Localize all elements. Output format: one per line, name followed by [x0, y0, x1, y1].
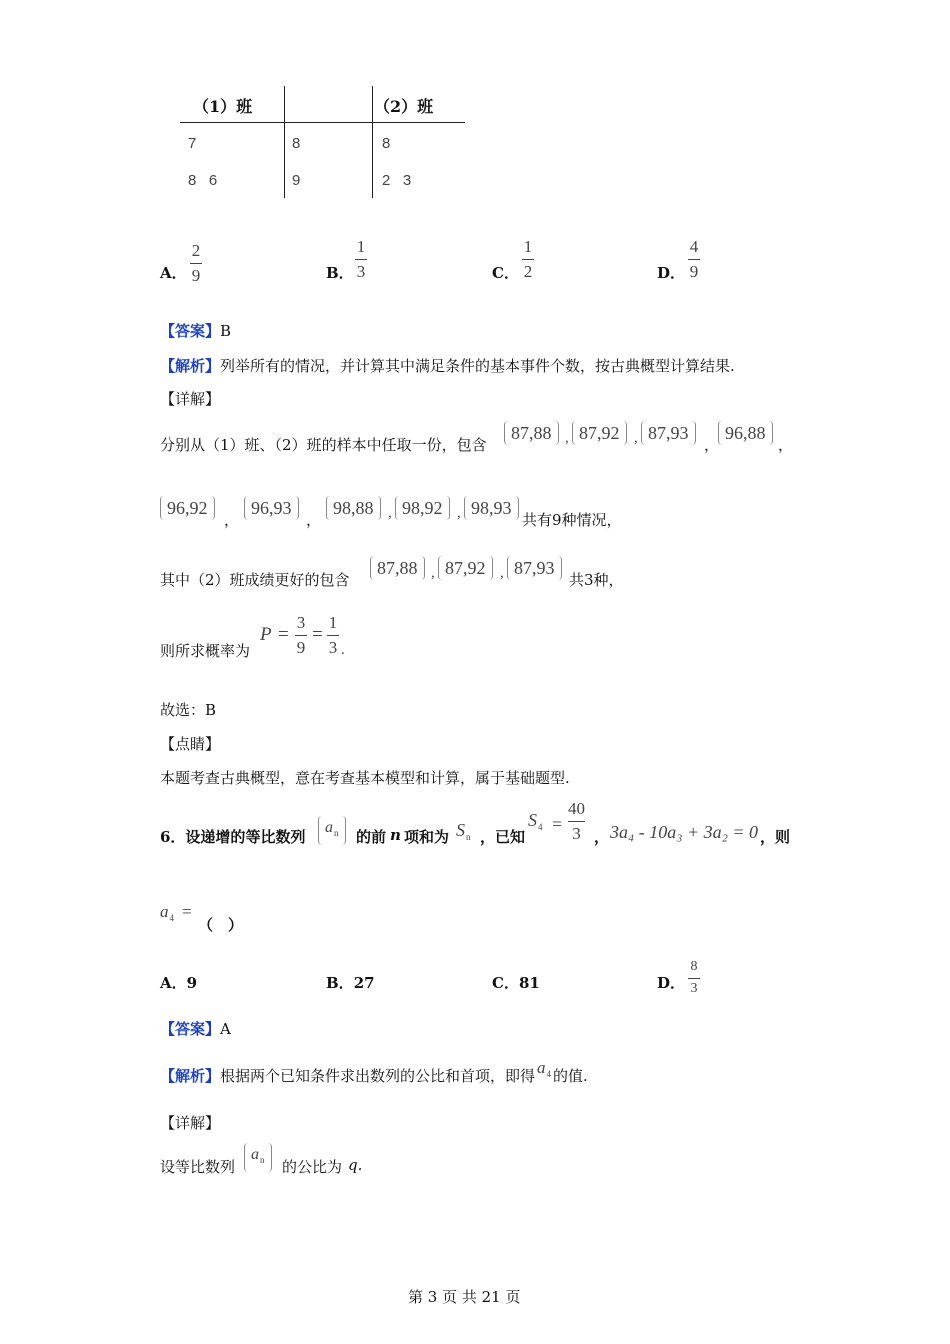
set-87-92-b: 87,92: [438, 556, 493, 580]
q6-stem-part4: ，已知: [480, 828, 526, 846]
option-b-letter: B．: [326, 264, 354, 282]
seq-an: [318, 816, 346, 845]
q6-option-d-letter: D．: [657, 974, 686, 992]
s4-fraction: [568, 800, 585, 842]
seq-an-detail: [244, 1143, 272, 1172]
seq-subscript: n: [260, 1155, 265, 1165]
comma: ，: [224, 511, 240, 529]
set-87-93-b: 87,93: [507, 556, 562, 580]
option-d-num: 4: [689, 237, 699, 256]
option-a-den: 9: [191, 266, 201, 285]
option-c-den: 2: [523, 262, 533, 281]
ask-symbol: a: [160, 902, 169, 921]
set-87-93-a: 87,93: [641, 421, 696, 445]
set-98-93: 98,93: [464, 496, 519, 520]
comma: ,: [431, 565, 435, 581]
answer-value: B: [220, 322, 232, 340]
p-fraction-2: [327, 614, 339, 656]
analysis-label: 【解析】: [160, 357, 221, 375]
option-c-fraction: [522, 238, 534, 280]
option-b-num: 1: [356, 237, 366, 256]
option-c-letter: C．: [492, 264, 519, 282]
set-96-88: 96,88: [718, 421, 773, 445]
option-b-den: 3: [356, 262, 366, 281]
q6-stem-part1: 6．设递增的等比数列: [160, 828, 306, 846]
option-a-num: 2: [191, 241, 201, 260]
answer-value: A: [220, 1020, 231, 1038]
ask-subscript: 4: [169, 913, 174, 923]
s-4: [528, 810, 543, 832]
q5-conclusion: 故选：B: [160, 701, 217, 719]
q6-option-d-den: 3: [690, 981, 698, 996]
q6-option-b-letter: B．: [326, 974, 354, 992]
q6-option-b: [326, 972, 375, 993]
q6-stem-part2: 的前: [356, 828, 387, 846]
q6-option-b-value: 27: [353, 974, 375, 992]
q6-option-c-value: 81: [518, 974, 540, 992]
p-frac2-den: 3: [328, 638, 338, 657]
q5-line4-prefix: 则所求概率为: [160, 642, 251, 660]
comma: ，: [778, 436, 794, 454]
answer-label: 【答案】: [160, 322, 221, 340]
leaf-left-row1: 7: [188, 135, 197, 152]
s-subscript: n: [466, 832, 471, 842]
p-frac2-num: 1: [328, 613, 338, 632]
q6-option-d-num: 8: [690, 959, 698, 974]
p-symbol: P: [260, 624, 272, 645]
equals-sign: =: [552, 814, 563, 834]
comma: ,: [634, 430, 638, 446]
p-fraction-1: [295, 614, 307, 656]
q5-line3-suffix: 共3种，: [569, 571, 624, 589]
stem-row2: 9: [292, 172, 301, 189]
leaf-left-row2: 8 6: [188, 172, 218, 189]
comma: ,: [500, 565, 504, 581]
set-98-92: 98,92: [395, 496, 450, 520]
header-class-2: （2）班: [374, 97, 434, 116]
equals-sign: =: [278, 624, 289, 645]
q5-line1-prefix: 分别从（1）班、（2）班的样本中任取一份，包含: [160, 436, 487, 454]
q5-analysis: [160, 355, 735, 376]
set-98-88: 98,88: [326, 496, 381, 520]
stem-row1: 8: [292, 135, 301, 152]
q6-stem-part5: ，则: [760, 828, 791, 846]
set-87-88-a: 87,88: [504, 421, 559, 445]
q6-detail-label: 【详解】: [160, 1114, 221, 1132]
q5-comment-label: 【点睛】: [160, 735, 221, 753]
set-87-88-b: 87,88: [370, 556, 425, 580]
q6-option-a-letter: A．: [160, 974, 187, 992]
leaf-right-row1: 8: [382, 135, 391, 152]
q6-option-c: [492, 972, 540, 993]
q6-option-a: [160, 972, 197, 993]
option-d-letter: D．: [657, 264, 686, 282]
q6-detail-text-2: 的公比为: [282, 1158, 343, 1176]
option-a-letter: A．: [160, 264, 187, 282]
q5-line2-suffix: 共有9种情况，: [522, 511, 622, 529]
q5-detail-label: 【详解】: [160, 390, 221, 408]
option-d-fraction: [688, 238, 700, 280]
header-class-1: （1）班: [193, 97, 253, 116]
q5-comment: 本题考查古典概型，意在考查基本模型和计算，属于基础题型.: [160, 769, 570, 787]
seq-symbol: a: [251, 1146, 259, 1163]
option-b-fraction: [355, 238, 367, 280]
leaf-right-row2: 2 3: [382, 172, 412, 189]
a4-inline: $a_4$: [537, 1058, 552, 1079]
answer-label: 【答案】: [160, 1020, 221, 1038]
q6-option-a-value: 9: [186, 974, 198, 992]
table-vertical-line-left: [284, 86, 285, 198]
q6-detail-text-1: 设等比数列: [160, 1158, 236, 1176]
q6-n: n: [390, 826, 401, 844]
analysis-text: 列举所有的情况，并计算其中满足条件的基本事件个数，按古典概型计算结果.: [220, 357, 735, 375]
comma: ,: [388, 505, 392, 521]
period: .: [341, 642, 345, 658]
q6-option-d-fraction: [688, 960, 700, 996]
comma: ，: [594, 828, 610, 846]
s-symbol: S: [456, 820, 465, 840]
s4-frac-num: 40: [568, 799, 585, 818]
q6-option-c-letter: C．: [492, 974, 519, 992]
q6-q: q.: [348, 1156, 363, 1174]
comma: ,: [565, 430, 569, 446]
q5-answer: [160, 320, 231, 341]
answer-paren: （ ）: [198, 916, 244, 934]
table-horizontal-line: [180, 122, 465, 123]
s4-subscript: 4: [538, 822, 543, 832]
table-vertical-line-right: [372, 86, 373, 198]
comma: ,: [457, 505, 461, 521]
analysis-label: 【解析】: [160, 1067, 221, 1085]
page-footer: 第 3 页 共 21 页: [408, 1288, 521, 1306]
q6-answer: [160, 1018, 231, 1039]
set-87-92-a: 87,92: [572, 421, 627, 445]
equation-2: 3a₄ - 10a₃ + 3a₂ = 0: [610, 822, 759, 842]
option-d-den: 9: [689, 262, 699, 281]
s4-symbol: S: [528, 810, 537, 830]
set-96-92: 96,92: [160, 496, 215, 520]
q5-line3-prefix: 其中（2）班成绩更好的包含: [160, 571, 350, 589]
p-frac1-num: 3: [296, 613, 306, 632]
s-n: [456, 820, 471, 842]
seq-symbol: a: [325, 819, 333, 836]
option-c-num: 1: [523, 237, 533, 256]
option-a-fraction: [190, 242, 202, 284]
analysis-text-part2: 的值.: [553, 1067, 588, 1085]
comma: ，: [306, 511, 322, 529]
q6-stem-part3: 项和为: [404, 828, 450, 846]
s4-frac-den: 3: [572, 824, 581, 843]
equals-sign: =: [312, 624, 323, 645]
q6-analysis: [160, 1058, 588, 1087]
analysis-text-part1: 根据两个已知条件求出数列的公比和首项，即得: [220, 1067, 536, 1085]
comma: ，: [704, 436, 720, 454]
ask-a4: $a_4$ =: [160, 902, 192, 923]
p-frac1-den: 9: [296, 638, 306, 657]
seq-subscript: n: [334, 828, 339, 838]
set-96-93: 96,93: [244, 496, 299, 520]
